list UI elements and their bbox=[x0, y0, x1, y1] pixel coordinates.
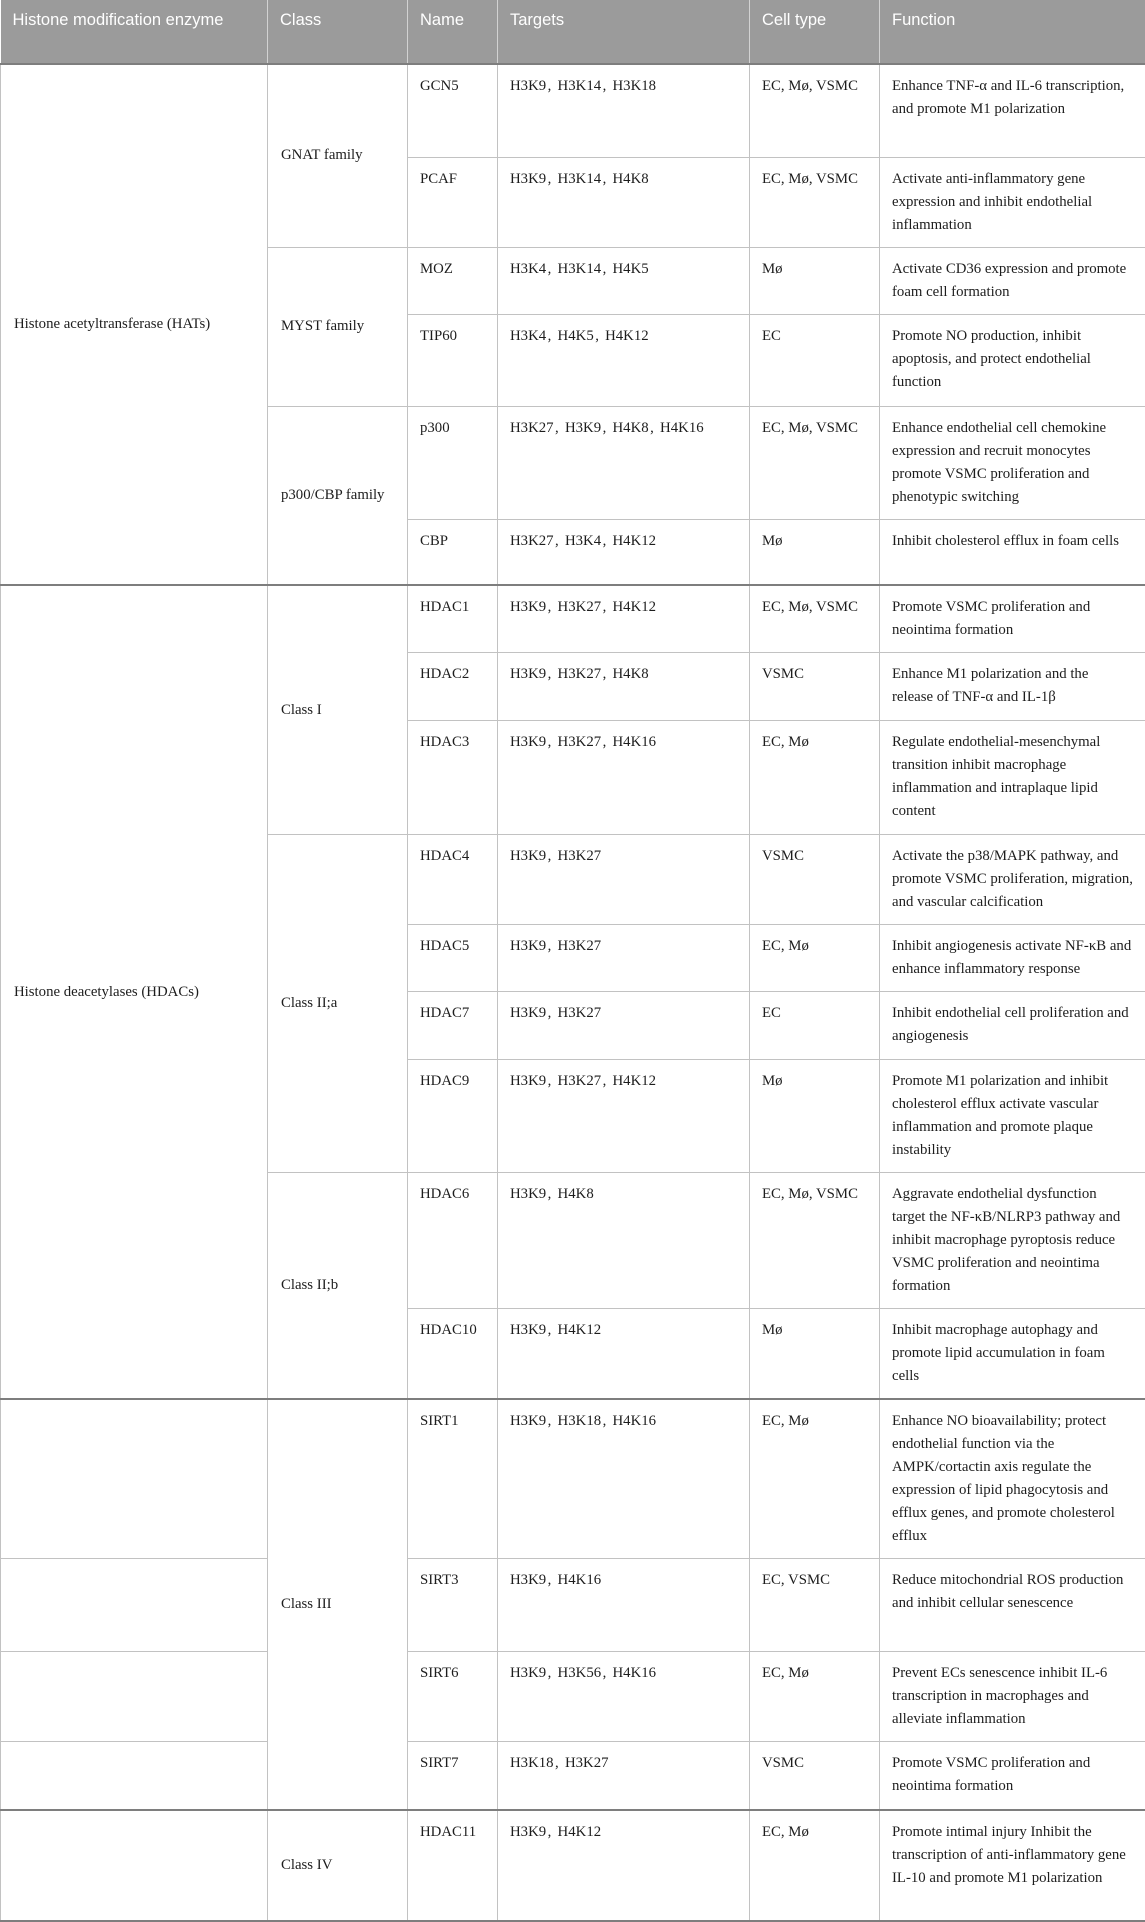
cell-type-cell: EC, Mø, VSMC bbox=[750, 157, 880, 247]
class-cell: Class II;b bbox=[268, 1173, 408, 1400]
column-header-function: Function bbox=[880, 0, 1145, 64]
table-header bbox=[1, 0, 1145, 64]
name-cell: HDAC7 bbox=[408, 992, 498, 1060]
table-row bbox=[1, 1399, 1145, 1559]
name-cell: CBP bbox=[408, 519, 498, 585]
name-cell: TIP60 bbox=[408, 314, 498, 406]
enzyme-cell: Histone acetyltransferase (HATs) bbox=[1, 64, 268, 585]
function-cell: Inhibit cholesterol efflux in foam cells bbox=[880, 519, 1145, 585]
function-cell: Inhibit endothelial cell proliferation and angiogenesis bbox=[880, 992, 1145, 1060]
column-header-cell-type: Cell type bbox=[750, 0, 880, 64]
targets-cell: H3K27, H3K4, H4K12 bbox=[498, 519, 750, 585]
name-cell: SIRT7 bbox=[408, 1742, 498, 1810]
enzyme-cell-empty bbox=[1, 1652, 268, 1742]
class-cell: Class III bbox=[268, 1399, 408, 1810]
ideographic-comma: , bbox=[594, 328, 605, 344]
cell-type-cell: Mø bbox=[750, 1060, 880, 1173]
ideographic-comma: , bbox=[546, 1073, 557, 1089]
table-row bbox=[1, 64, 1145, 157]
targets-cell: H3K9, H3K14, H4K8 bbox=[498, 157, 750, 247]
targets-cell: H3K9, H3K27 bbox=[498, 925, 750, 992]
name-cell: HDAC1 bbox=[408, 585, 498, 653]
targets-cell: H3K9, H3K18, H4K16 bbox=[498, 1399, 750, 1559]
table-row bbox=[1, 585, 1145, 653]
targets-cell: H3K4, H4K5, H4K12 bbox=[498, 314, 750, 406]
cell-type-cell: EC, Mø, VSMC bbox=[750, 585, 880, 653]
function-cell: Aggravate endothelial dysfunction target the NF-κB/NLRP3 pathway and inhibit macrophage pyroptosis reduce VSMC proliferation and neointima formation bbox=[880, 1173, 1145, 1309]
name-cell: HDAC10 bbox=[408, 1309, 498, 1400]
function-cell: Promote VSMC proliferation and neointima formation bbox=[880, 585, 1145, 653]
function-cell: Activate anti-inflammatory gene expression and inhibit endothelial inflammation bbox=[880, 157, 1145, 247]
table-body bbox=[1, 64, 1145, 1921]
ideographic-comma: , bbox=[546, 938, 557, 954]
ideographic-comma: , bbox=[546, 78, 557, 94]
function-cell: Promote NO production, inhibit apoptosis, and protect endothelial function bbox=[880, 314, 1145, 406]
name-cell: PCAF bbox=[408, 157, 498, 247]
ideographic-comma: , bbox=[601, 1665, 612, 1681]
targets-cell: H3K9, H4K12 bbox=[498, 1309, 750, 1400]
ideographic-comma: , bbox=[546, 666, 557, 682]
ideographic-comma: , bbox=[546, 1186, 557, 1202]
ideographic-comma: , bbox=[546, 1322, 557, 1338]
ideographic-comma: , bbox=[546, 599, 557, 615]
targets-cell: H3K27, H3K9, H4K8, H4K16 bbox=[498, 406, 750, 519]
ideographic-comma: , bbox=[546, 328, 557, 344]
targets-cell: H3K18, H3K27 bbox=[498, 1742, 750, 1810]
table-row bbox=[1, 1652, 1145, 1742]
name-cell: HDAC11 bbox=[408, 1810, 498, 1921]
ideographic-comma: , bbox=[546, 848, 557, 864]
ideographic-comma: , bbox=[546, 1005, 557, 1021]
name-cell: HDAC5 bbox=[408, 925, 498, 992]
cell-type-cell: Mø bbox=[750, 1309, 880, 1400]
column-header-class: Class bbox=[268, 0, 408, 64]
table-row bbox=[1, 1559, 1145, 1652]
cell-type-cell: EC, Mø, VSMC bbox=[750, 64, 880, 157]
ideographic-comma: , bbox=[601, 1413, 612, 1429]
ideographic-comma: , bbox=[546, 1824, 557, 1840]
ideographic-comma: , bbox=[554, 533, 565, 549]
function-cell: Promote M1 polarization and inhibit cholesterol efflux activate vascular inflammation and promote plaque instability bbox=[880, 1060, 1145, 1173]
enzyme-cell: Histone deacetylases (HDACs) bbox=[1, 585, 268, 1399]
function-cell: Promote intimal injury Inhibit the transcription of anti-inflammatory gene IL-10 and promote M1 polarization bbox=[880, 1810, 1145, 1921]
ideographic-comma: , bbox=[601, 261, 612, 277]
ideographic-comma: , bbox=[601, 533, 612, 549]
ideographic-comma: , bbox=[546, 1572, 557, 1588]
cell-type-cell: EC, Mø, VSMC bbox=[750, 406, 880, 519]
table-row bbox=[1, 1742, 1145, 1810]
cell-type-cell: EC, Mø, VSMC bbox=[750, 1173, 880, 1309]
enzyme-cell-empty bbox=[1, 1559, 268, 1652]
enzyme-cell-empty bbox=[1, 1742, 268, 1810]
function-cell: Inhibit angiogenesis activate NF-κB and enhance inflammatory response bbox=[880, 925, 1145, 992]
name-cell: SIRT1 bbox=[408, 1399, 498, 1559]
cell-type-cell: EC, Mø bbox=[750, 721, 880, 835]
function-cell: Inhibit macrophage autophagy and promote lipid accumulation in foam cells bbox=[880, 1309, 1145, 1400]
ideographic-comma: , bbox=[601, 666, 612, 682]
cell-type-cell: EC, Mø bbox=[750, 1810, 880, 1921]
ideographic-comma: , bbox=[554, 1755, 565, 1771]
targets-cell: H3K9, H3K27, H4K8 bbox=[498, 653, 750, 721]
targets-cell: H3K9, H3K27, H4K12 bbox=[498, 585, 750, 653]
class-cell: GNAT family bbox=[268, 64, 408, 247]
enzyme-cell-empty bbox=[1, 1399, 268, 1559]
cell-type-cell: VSMC bbox=[750, 835, 880, 925]
function-cell: Activate the p38/MAPK pathway, and promote VSMC proliferation, migration, and vascular calcification bbox=[880, 835, 1145, 925]
name-cell: HDAC6 bbox=[408, 1173, 498, 1309]
name-cell: HDAC4 bbox=[408, 835, 498, 925]
targets-cell: H3K9, H4K8 bbox=[498, 1173, 750, 1309]
targets-cell: H3K9, H3K27 bbox=[498, 835, 750, 925]
class-cell: MYST family bbox=[268, 247, 408, 406]
cell-type-cell: VSMC bbox=[750, 1742, 880, 1810]
ideographic-comma: , bbox=[554, 420, 565, 436]
cell-type-cell: EC, Mø bbox=[750, 1652, 880, 1742]
cell-type-cell: EC, Mø bbox=[750, 1399, 880, 1559]
targets-cell: H3K9, H4K16 bbox=[498, 1559, 750, 1652]
cell-type-cell: EC, Mø bbox=[750, 925, 880, 992]
ideographic-comma: , bbox=[546, 171, 557, 187]
name-cell: HDAC9 bbox=[408, 1060, 498, 1173]
ideographic-comma: , bbox=[546, 261, 557, 277]
function-cell: Reduce mitochondrial ROS production and inhibit cellular senescence bbox=[880, 1559, 1145, 1652]
function-cell: Enhance NO bioavailability; protect endothelial function via the AMPK/cortactin axis regulate the expression of lipid phagocytosis and efflux genes, and promote cholesterol efflux bbox=[880, 1399, 1145, 1559]
targets-cell: H3K9, H4K12 bbox=[498, 1810, 750, 1921]
cell-type-cell: Mø bbox=[750, 247, 880, 314]
class-cell: p300/CBP family bbox=[268, 406, 408, 585]
ideographic-comma: , bbox=[601, 171, 612, 187]
class-cell: Class I bbox=[268, 585, 408, 835]
function-cell: Prevent ECs senescence inhibit IL-6 transcription in macrophages and alleviate inflammation bbox=[880, 1652, 1145, 1742]
targets-cell: H3K9, H3K27, H4K12 bbox=[498, 1060, 750, 1173]
cell-type-cell: EC, VSMC bbox=[750, 1559, 880, 1652]
ideographic-comma: , bbox=[546, 734, 557, 750]
name-cell: GCN5 bbox=[408, 64, 498, 157]
cell-type-cell: EC bbox=[750, 314, 880, 406]
cell-type-cell: VSMC bbox=[750, 653, 880, 721]
function-cell: Enhance TNF-α and IL-6 transcription, and promote M1 polarization bbox=[880, 64, 1145, 157]
targets-cell: H3K4, H3K14, H4K5 bbox=[498, 247, 750, 314]
column-header-enzyme: Histone modification enzyme bbox=[1, 0, 268, 64]
ideographic-comma: , bbox=[601, 734, 612, 750]
ideographic-comma: , bbox=[546, 1665, 557, 1681]
ideographic-comma: , bbox=[601, 420, 612, 436]
name-cell: HDAC2 bbox=[408, 653, 498, 721]
name-cell: MOZ bbox=[408, 247, 498, 314]
ideographic-comma: , bbox=[601, 1073, 612, 1089]
column-header-targets: Targets bbox=[498, 0, 750, 64]
function-cell: Promote VSMC proliferation and neointima formation bbox=[880, 1742, 1145, 1810]
class-cell: Class IV bbox=[268, 1810, 408, 1921]
name-cell: SIRT6 bbox=[408, 1652, 498, 1742]
targets-cell: H3K9, H3K14, H3K18 bbox=[498, 64, 750, 157]
targets-cell: H3K9, H3K27, H4K16 bbox=[498, 721, 750, 835]
ideographic-comma: , bbox=[601, 78, 612, 94]
cell-type-cell: EC bbox=[750, 992, 880, 1060]
cell-type-cell: Mø bbox=[750, 519, 880, 585]
ideographic-comma: , bbox=[546, 1413, 557, 1429]
function-cell: Enhance endothelial cell chemokine expression and recruit monocytes promote VSMC proliferation and phenotypic switching bbox=[880, 406, 1145, 519]
name-cell: p300 bbox=[408, 406, 498, 519]
function-cell: Enhance M1 polarization and the release of TNF-α and IL-1β bbox=[880, 653, 1145, 721]
ideographic-comma: , bbox=[649, 420, 660, 436]
class-cell: Class II;a bbox=[268, 835, 408, 1173]
header-row bbox=[1, 0, 1145, 64]
name-cell: HDAC3 bbox=[408, 721, 498, 835]
targets-cell: H3K9, H3K27 bbox=[498, 992, 750, 1060]
function-cell: Regulate endothelial-mesenchymal transition inhibit macrophage inflammation and intraplaque lipid content bbox=[880, 721, 1145, 835]
targets-cell: H3K9, H3K56, H4K16 bbox=[498, 1652, 750, 1742]
column-header-name: Name bbox=[408, 0, 498, 64]
function-cell: Activate CD36 expression and promote foam cell formation bbox=[880, 247, 1145, 314]
ideographic-comma: , bbox=[601, 599, 612, 615]
name-cell: SIRT3 bbox=[408, 1559, 498, 1652]
